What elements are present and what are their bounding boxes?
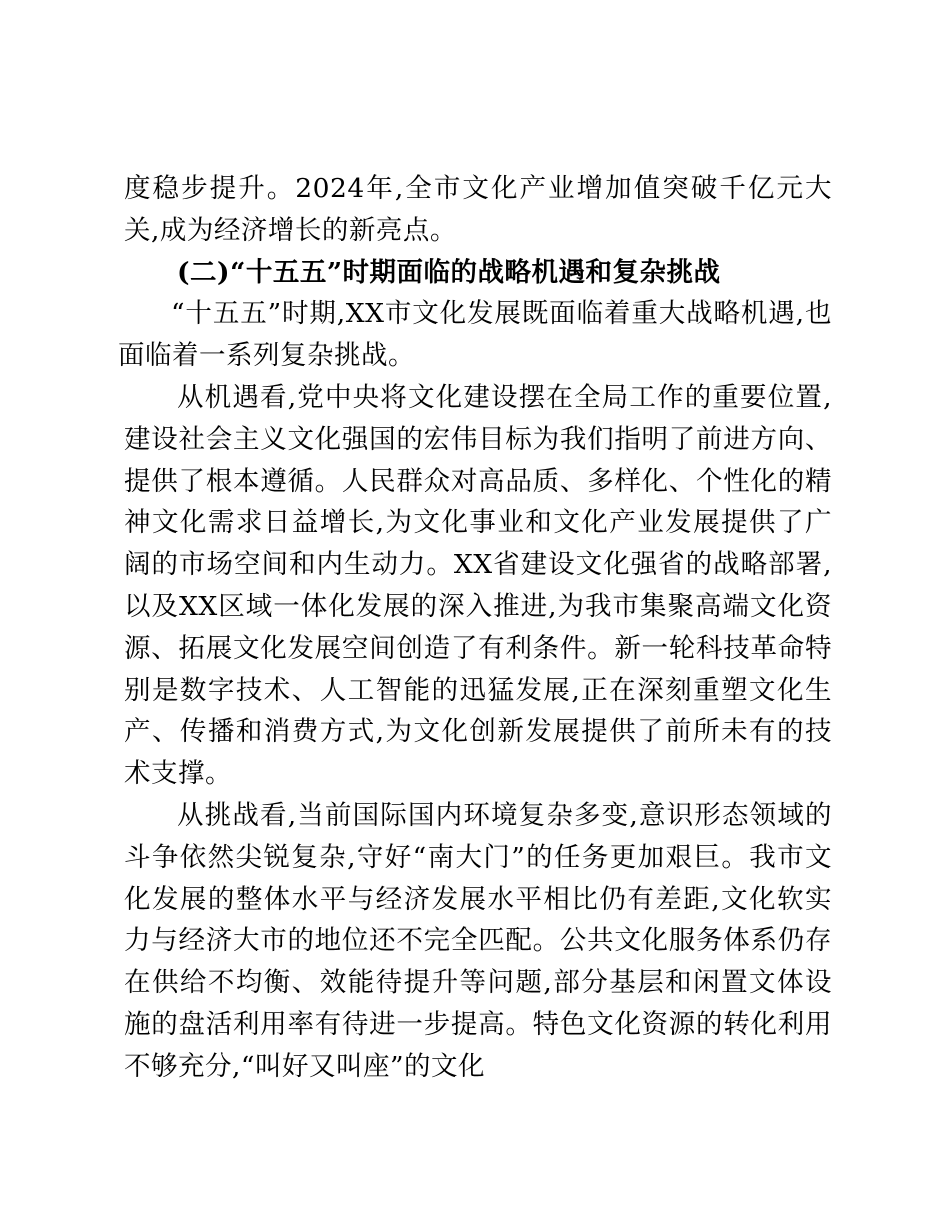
paragraph-continuation: 度稳步提升。2024年,全市文化产业增加值突破千亿元大关,成为经济增长的新亮点。 bbox=[124, 173, 832, 246]
paragraph-challenges: 从挑战看,当前国际国内环境复杂多变,意识形态领域的斗争依然尖锐复杂,守好“南大门”的任务更加艰巨。我市文化发展的整体水平与经济发展水平相比仍有差距,文化软实力与经济大市的地位还不完全匹配。公共文化服务体系仍存在供给不均衡、效能待提升等问题,部分基层和闲置文体设施的盘活利用率有待进一步提高。特色文化资源的转化利用不够充分,“叫好又叫座”的文化 bbox=[124, 799, 832, 1082]
document-body bbox=[118, 168, 832, 1088]
paragraph-opportunities: 从机遇看,党中央将文化建设摆在全局工作的重要位置,建设社会主义文化强国的宏伟目标为我们指明了前进方向、提供了根本遵循。人民群众对高品质、多样化、个性化的精神文化需求日益增长,为文化事业和文化产业发展提供了广阔的市场空间和内生动力。XX省建设文化强省的战略部署,以及XX区域一体化发展的深入推进,为我市集聚高端文化资源、拓展文化发展空间创造了有利条件。新一轮科技革命特别是数字技术、人工智能的迅猛发展,正在深刻重塑文化生产、传播和消费方式,为文化创新发展提供了前所未有的技术支撑。 bbox=[124, 381, 832, 790]
section-heading: (二)“十五五”时期面临的战略机遇和复杂挑战 bbox=[177, 256, 721, 288]
paragraph-intro: “十五五”时期,XX市文化发展既面临着重大战略机遇,也面临着一系列复杂挑战。 bbox=[118, 298, 832, 372]
